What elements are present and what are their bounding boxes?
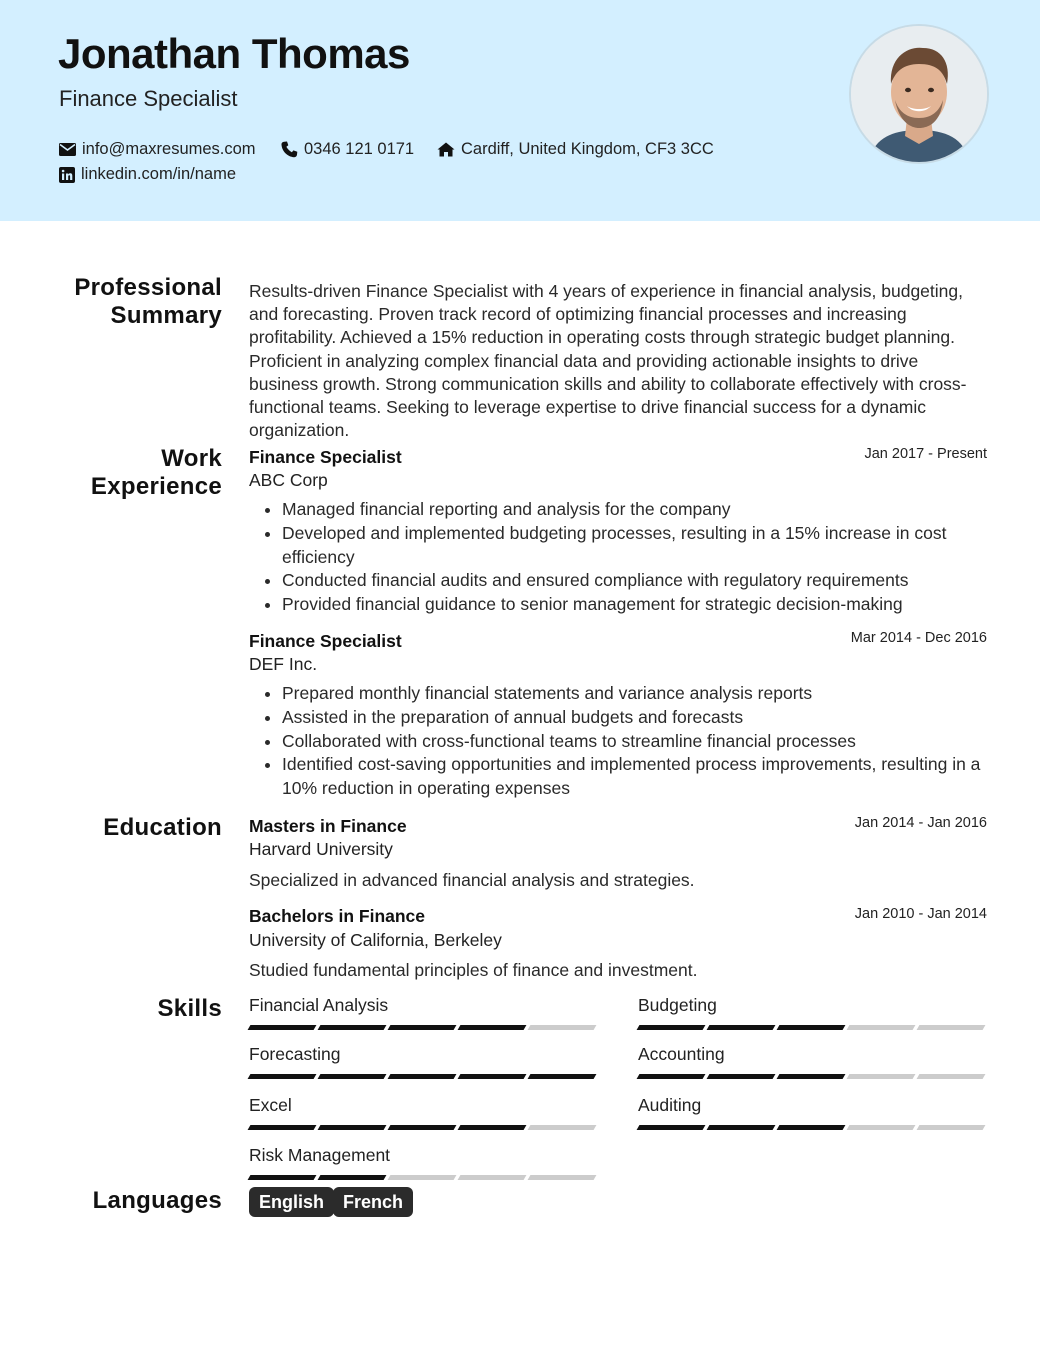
job-company: ABC Corp [249,470,328,490]
skill-segment-filled [388,1125,457,1130]
skill-name: Budgeting [638,995,717,1015]
section-title-experience: Work Experience [90,445,222,500]
skill-segment-empty [388,1175,457,1180]
skill-level-bar [638,1125,986,1130]
skill-segment-filled [777,1074,846,1079]
linkedin-text: linkedin.com/in/name [81,165,236,183]
contact-address [437,140,714,159]
phone-icon [281,141,298,158]
skill-name: Forecasting [249,1044,341,1064]
degree-title: Bachelors in Finance [249,906,426,926]
skill-level-bar [249,1125,597,1130]
summary-text: Results-driven Finance Specialist with 4 years of experience in financial analysis, budgeting, and forecasting. Proven track record of optimizing financial processes and increasing profitability. Achieved a 15% reduction in operating costs through strategic budget planning. Proficient in analyzing complex financial data and providing actionable insights to drive business growth. Strong communication skills and ability to collaborate effectively with cross-functional teams. Seeking to leverage expertise to drive financial success for a dynamic organization. [249,281,967,441]
skill-segment-empty [917,1125,986,1130]
skill-name: Auditing [638,1095,702,1115]
job-title: Finance Specialist [249,447,402,467]
list-item: • Identified cost-saving opportunities and implemented process improvements, resulting in a 10% reduction in operating expenses [282,753,1012,801]
skill-name: Accounting [638,1044,725,1064]
skill-item [638,995,986,1030]
skill-segment-filled [707,1025,776,1030]
section-title-languages: Languages [92,1187,222,1214]
skill-segment-empty [458,1175,527,1180]
education-dates: Jan 2014 - Jan 2016 [854,815,987,831]
skill-level-bar [638,1074,986,1079]
skill-segment-filled [707,1074,776,1079]
contact-email[interactable] [59,140,256,159]
skill-segment-filled [458,1025,527,1030]
list-item: • Developed and implemented budgeting processes, resulting in a 15% increase in cost efficiency [282,522,1012,570]
skill-segment-empty [917,1074,986,1079]
skill-segment-empty [528,1025,597,1030]
list-item: • Managed financial reporting and analysis for the company [282,498,1012,522]
linkedin-icon [59,167,75,183]
language-badge: French [333,1187,413,1217]
skill-segment-filled [458,1125,527,1130]
degree-title: Masters in Finance [249,816,407,836]
education-dates: Jan 2010 - Jan 2014 [854,906,987,922]
skill-segment-filled [777,1025,846,1030]
skill-item [638,1044,986,1079]
skill-segment-filled [707,1125,776,1130]
job-dates: Mar 2014 - Dec 2016 [850,630,987,646]
skill-item [249,1145,597,1180]
skill-level-bar [249,1074,597,1079]
skill-segment-filled [248,1074,317,1079]
skill-segment-filled [458,1074,527,1079]
skill-level-bar [249,1025,597,1030]
skill-item [249,1044,597,1079]
skill-segment-filled [318,1025,387,1030]
job-title: Finance Specialist [249,631,402,651]
list-item: • Assisted in the preparation of annual budgets and forecasts [282,706,1012,730]
skill-segment-filled [248,1175,317,1180]
section-title-skills: Skills [157,995,222,1022]
school-name: Harvard University [249,839,393,859]
candidate-name: Jonathan Thomas [58,30,410,77]
skill-segment-empty [847,1125,916,1130]
list-item: • Prepared monthly financial statements and variance analysis reports [282,682,1012,706]
section-title-education: Education [103,814,222,841]
skill-segment-filled [388,1025,457,1030]
phone-text: 0346 121 0171 [304,140,415,158]
skill-segment-empty [528,1125,597,1130]
candidate-title: Finance Specialist [59,86,238,111]
skill-segment-filled [318,1074,387,1079]
skill-segment-empty [847,1025,916,1030]
skill-segment-filled [248,1125,317,1130]
skill-item [249,1095,597,1130]
skill-item [638,1095,986,1130]
skill-segment-empty [847,1074,916,1079]
skill-segment-filled [637,1074,706,1079]
job-company: DEF Inc. [249,654,318,674]
skill-segment-filled [388,1074,457,1079]
contact-phone[interactable] [281,140,414,159]
section-title-summary: Professional Summary [74,274,222,329]
envelope-icon [59,143,76,156]
skill-name: Risk Management [249,1145,391,1165]
list-item: • Conducted financial audits and ensured compliance with regulatory requirements [282,569,1012,593]
skill-item [249,995,597,1030]
skill-level-bar [638,1025,986,1030]
skill-segment-filled [318,1175,387,1180]
profile-photo [851,26,987,162]
skill-segment-filled [777,1125,846,1130]
skill-level-bar [249,1175,597,1180]
skill-name: Excel [249,1095,292,1115]
skill-segment-filled [248,1025,317,1030]
skill-segment-filled [637,1125,706,1130]
list-item: • Provided financial guidance to senior management for strategic decision-making [282,593,1012,617]
skill-segment-filled [637,1025,706,1030]
skill-segment-empty [917,1025,986,1030]
skill-segment-filled [528,1074,597,1079]
skill-segment-empty [528,1175,597,1180]
job-bullets [249,498,1012,617]
education-description: Specialized in advanced financial analysis and strategies. [249,870,695,890]
language-badge: English [249,1187,334,1217]
school-name: University of California, Berkeley [249,930,502,950]
contact-linkedin[interactable] [59,165,236,184]
list-item: • Collaborated with cross-functional teams to streamline financial processes [282,730,1012,754]
education-description: Studied fundamental principles of finance and investment. [249,960,698,980]
skill-name: Financial Analysis [249,995,389,1015]
address-text: Cardiff, United Kingdom, CF3 3CC [461,140,714,158]
home-icon [437,142,455,157]
email-text: info@maxresumes.com [82,140,256,158]
resume-header [0,0,1040,221]
skill-segment-filled [318,1125,387,1130]
job-bullets [249,682,1012,801]
job-dates: Jan 2017 - Present [864,446,987,462]
